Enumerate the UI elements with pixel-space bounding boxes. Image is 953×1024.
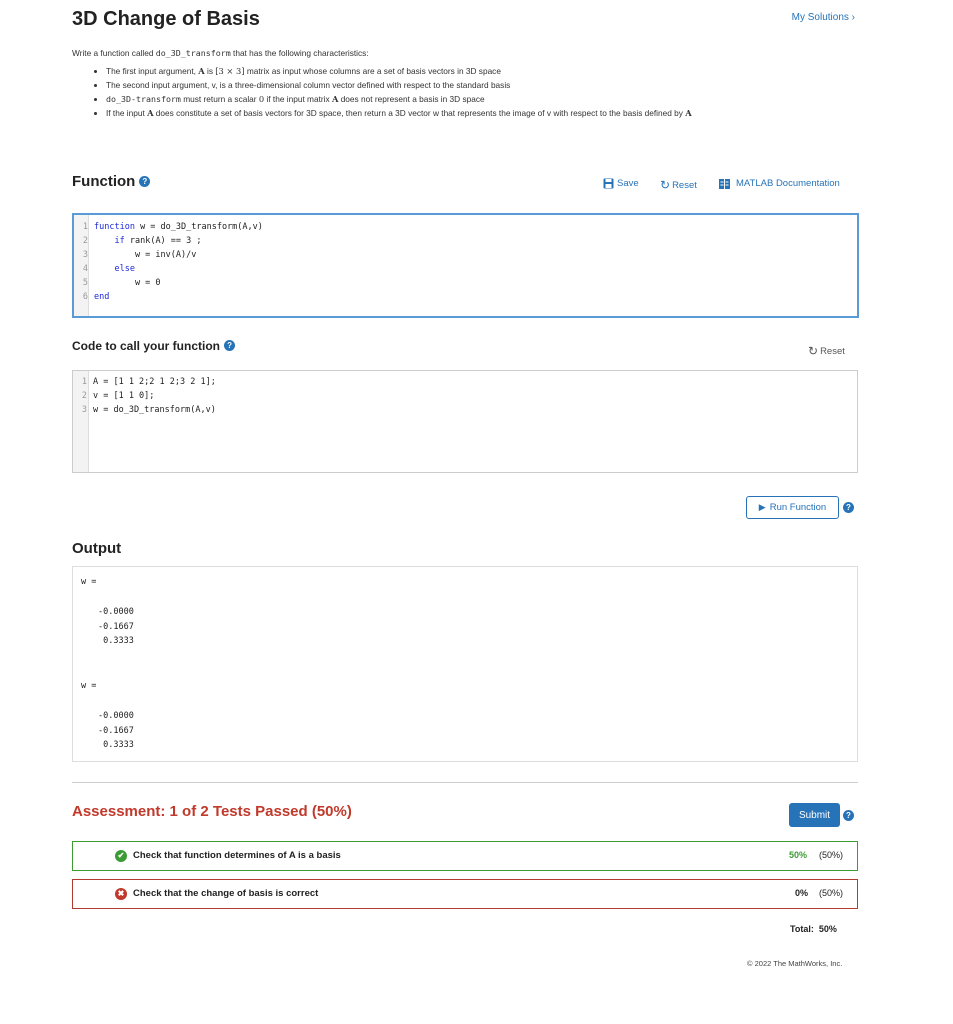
call-reset-button[interactable]: ↻ Reset xyxy=(808,344,845,358)
submit-button[interactable]: Submit xyxy=(789,803,840,827)
run-function-button[interactable]: ▶ Run Function xyxy=(746,496,839,519)
output-value: -0.0000 xyxy=(98,711,134,721)
check-circle-icon: ✔ xyxy=(115,850,127,862)
test-name: Check that function determines of A is a basis xyxy=(133,850,341,861)
list-item: • do_3D-transform must return a scalar 0 if the input matrix A does not represent a basis in 3D space xyxy=(106,94,872,106)
list-item: • If the input A does constitute a set of basis vectors for 3D space, then return a 3D vector w that represents the image of v with respect to the basis defined by A xyxy=(106,108,872,120)
output-value: -0.0000 xyxy=(98,607,134,617)
test-name: Check that the change of basis is correct xyxy=(133,888,319,899)
test-weight: (50%) xyxy=(819,888,844,898)
help-icon[interactable]: ? xyxy=(843,502,854,513)
play-icon: ▶ xyxy=(758,502,766,512)
help-icon[interactable]: ? xyxy=(224,340,235,351)
list-item: • The second input argument, v, is a three-dimensional column vector defined with respect to the standard basis xyxy=(106,80,872,92)
output-label: w = xyxy=(81,681,97,691)
problem-description xyxy=(72,48,872,122)
test-score: 0% xyxy=(795,888,809,898)
requirements-list xyxy=(72,66,872,120)
output-value: -0.1667 xyxy=(98,622,134,632)
output-value: 0.3333 xyxy=(98,636,134,646)
help-icon[interactable]: ? xyxy=(843,810,854,821)
page-title: 3D Change of Basis xyxy=(72,8,260,30)
output-panel xyxy=(72,566,858,762)
reset-icon: ↻ xyxy=(660,178,671,192)
x-circle-icon: ✖ xyxy=(115,888,127,900)
call-code-editor[interactable]: 1 A = [1 1 2;2 1 2;3 2 1]; 2 v = [1 1 0]; 3 w = do_3D_transform(A,v) xyxy=(72,370,858,473)
test-result-row[interactable] xyxy=(72,879,858,909)
test-score: 50% xyxy=(789,850,808,860)
help-icon[interactable]: ? xyxy=(139,176,150,187)
assessment-title: Assessment: 1 of 2 Tests Passed (50%) xyxy=(72,803,352,820)
test-weight: (50%) xyxy=(819,850,844,860)
documentation-icon xyxy=(719,179,730,189)
output-value: 0.3333 xyxy=(98,740,134,750)
list-item: • The first input argument, A is [3 × 3] matrix as input whose columns are a set of basis vectors in 3D space xyxy=(106,66,872,78)
total-score: Total: 50% xyxy=(790,924,837,934)
output-label: w = xyxy=(81,577,97,587)
function-code-editor[interactable]: 1 function w = do_3D_transform(A,v) 2 if rank(A) == 3 ; 3 w = inv(A)/v 4 else 5 w = 0 6 end xyxy=(72,213,859,318)
matlab-documentation-link[interactable]: MATLAB Documentation xyxy=(719,178,840,189)
my-solutions-link[interactable]: My Solutions › xyxy=(791,12,855,23)
intro-text: Write a function called do_3D_transform that has the following characteristics: xyxy=(72,48,369,58)
save-button[interactable]: Save xyxy=(603,178,639,189)
call-code-heading: Code to call your function ? xyxy=(72,337,235,355)
output-value: -0.1667 xyxy=(98,726,134,736)
function-heading: Function ? xyxy=(72,173,150,191)
divider xyxy=(72,782,858,783)
footer-copyright: © 2022 The MathWorks, Inc. xyxy=(747,959,843,968)
reset-icon: ↻ xyxy=(808,344,819,358)
save-icon xyxy=(603,178,614,189)
test-result-row[interactable] xyxy=(72,841,858,871)
output-heading: Output xyxy=(72,540,122,557)
function-reset-button[interactable]: ↻ Reset xyxy=(660,178,697,192)
